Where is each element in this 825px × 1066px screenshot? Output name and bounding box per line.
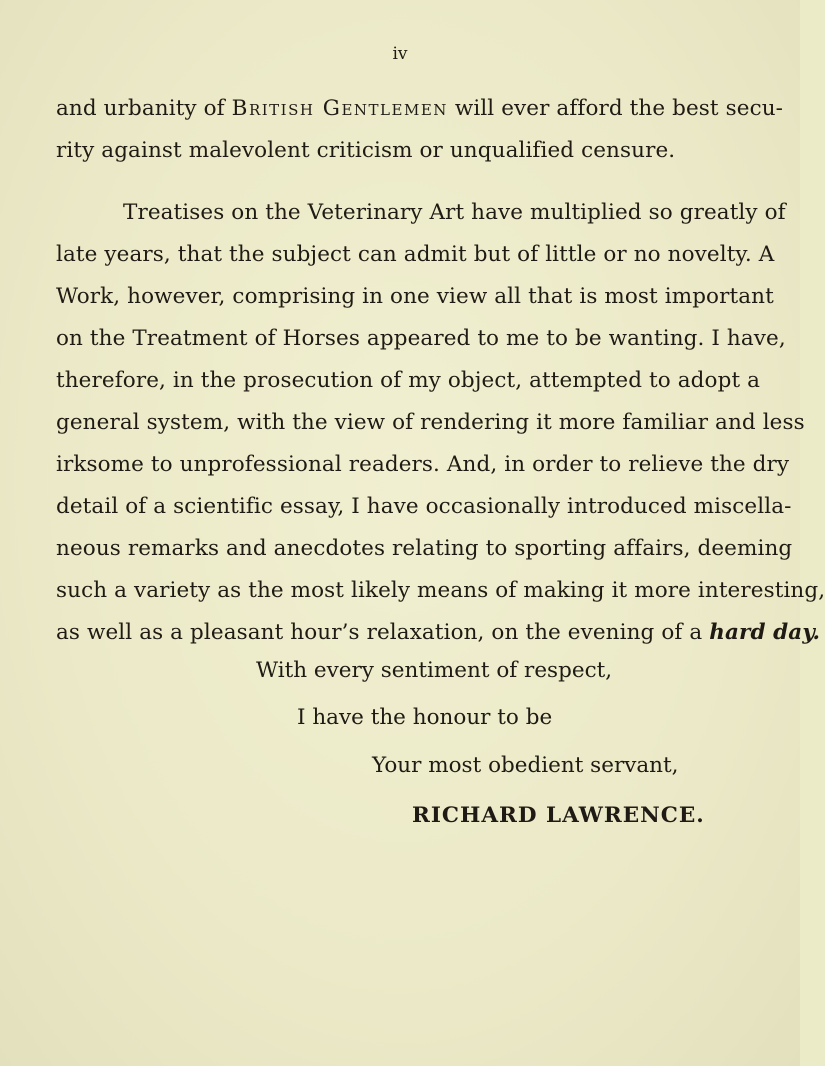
paragraph-2	[56, 192, 825, 654]
closing-line-2: I have the honour to be	[297, 705, 553, 730]
text-line: neous remarks and anecdotes relating to sporting affairs, deeming	[56, 536, 793, 561]
text-line: general system, with the view of rendering it more familiar and less	[56, 410, 805, 435]
signature: RICHARD LAWRENCE.	[412, 803, 705, 828]
page-number: iv	[392, 44, 408, 64]
text-line: rity against malevolent criticism or unqualified censure.	[56, 138, 676, 163]
text-segment: will ever afford the best secu-	[454, 96, 784, 121]
text-line: therefore, in the prosecution of my object, attempted to adopt a	[56, 368, 761, 393]
text-line: detail of a scientific essay, I have occasionally introduced miscella-	[56, 494, 792, 519]
text-line: on the Treatment of Horses appeared to me to be wanting. I have,	[56, 326, 786, 351]
text-line: late years, that the subject can admit but of little or no novelty. A	[56, 242, 775, 267]
paragraph-1	[56, 88, 784, 172]
text-line: Treatises on the Veterinary Art have multiplied so greatly of	[123, 200, 786, 225]
smallcaps-text: British Gentlemen	[231, 96, 448, 121]
text-segment: as well as a pleasant hour’s relaxation, on the evening of a	[56, 620, 703, 645]
text-line	[56, 612, 821, 654]
closing-line-3: Your most obedient servant,	[372, 753, 679, 778]
text-line: Work, however, comprising in one view all that is most important	[56, 284, 774, 309]
closing-line-1: With every sentiment of respect,	[256, 658, 613, 683]
text-line: irksome to unprofessional readers. And, in order to relieve the dry	[56, 452, 790, 477]
text-line	[56, 88, 784, 130]
italic-text: hard day.	[709, 620, 821, 645]
text-segment: and urbanity of	[56, 96, 225, 121]
text-line: such a variety as the most likely means of making it more interesting,	[56, 578, 825, 603]
